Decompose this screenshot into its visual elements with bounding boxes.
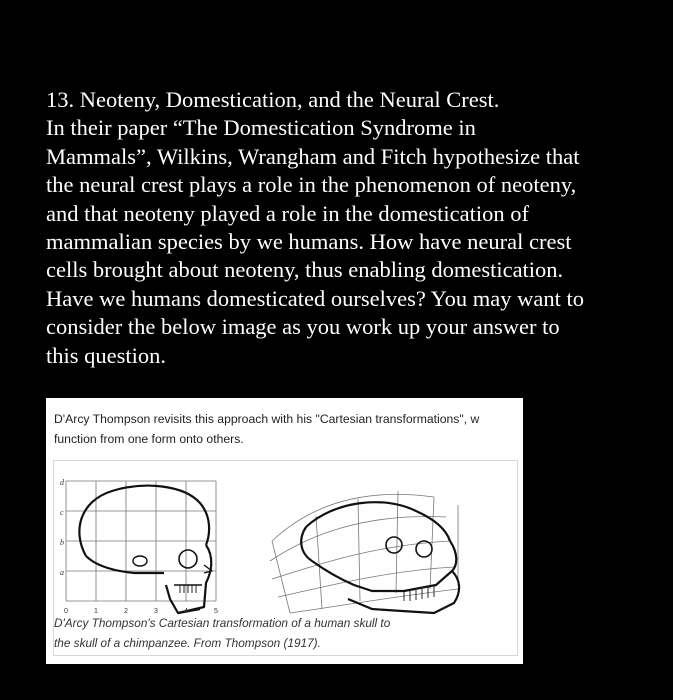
question-line: mammalian species by we humans. How have neural crest xyxy=(46,229,572,255)
chimpanzee-skull-outline xyxy=(301,502,459,613)
grid-col-label: 0 xyxy=(64,608,68,615)
figure-caption-line: D'Arcy Thompson's Cartesian transformation of a human skull to xyxy=(54,616,391,630)
figure-caption xyxy=(54,613,504,653)
figure-card xyxy=(46,398,523,664)
question-line: and that neoteny played a role in the domestication of xyxy=(46,200,529,226)
grid-row-label: b xyxy=(60,538,64,547)
question-paragraph xyxy=(46,86,658,370)
figure-card-header-line: function from one form onto others. xyxy=(54,432,244,446)
grid-col-label: 4 xyxy=(184,608,188,615)
question-line: this question. xyxy=(46,342,167,368)
question-line: Have we humans domesticated ourselves? You may want to xyxy=(46,285,585,311)
question-line: consider the below image as you work up your answer to xyxy=(46,314,560,340)
human-skull-teeth xyxy=(180,585,196,593)
question-line: the neural crest plays a role in the phenomenon of neoteny, xyxy=(46,172,577,198)
chimpanzee-skull-grid xyxy=(270,491,458,613)
human-skull-outline xyxy=(79,486,212,613)
question-line: cells brought about neoteny, thus enabling domestication. xyxy=(46,257,564,283)
grid-col-label: 3 xyxy=(154,608,158,615)
grid-row-label: a xyxy=(60,568,64,577)
grid-row-label: c xyxy=(60,508,64,517)
figure-card-header xyxy=(54,409,523,449)
grid-col-label: 5 xyxy=(214,608,218,615)
question-text xyxy=(46,86,658,370)
human-skull-grid xyxy=(66,481,216,601)
grid-col-label: 2 xyxy=(124,608,128,615)
grid-col-label: 1 xyxy=(94,608,98,615)
grid-row-label: d xyxy=(60,478,64,487)
figure-caption-line: the skull of a chimpanzee. From Thompson (1917). xyxy=(54,636,321,650)
question-title: 13. Neoteny, Domestication, and the Neural Crest. xyxy=(46,87,500,112)
question-line: In their paper “The Domestication Syndrome in xyxy=(46,115,476,141)
question-line: Mammals”, Wilkins, Wrangham and Fitch hypothesize that xyxy=(46,143,580,169)
figure-card-header-line: D'Arcy Thompson revisits this approach with his "Cartesian transformations", w xyxy=(54,412,480,426)
